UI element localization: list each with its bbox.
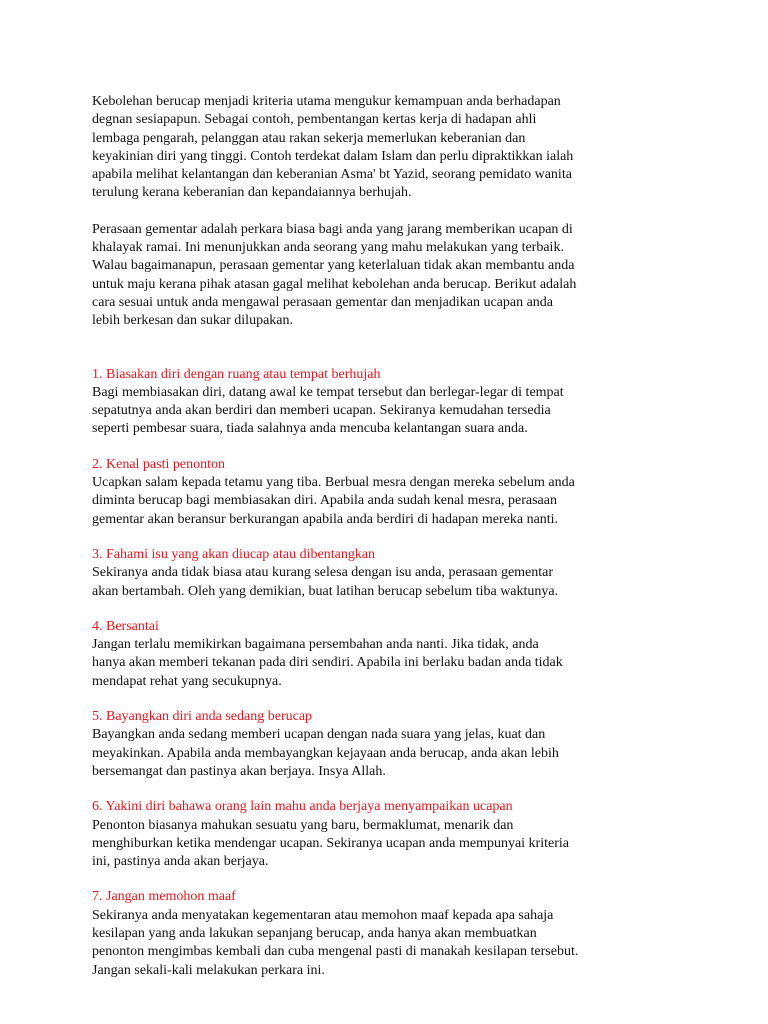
tip-body: Ucapkan salam kepada tetamu yang tiba. Berbual mesra dengan mereka sebelum anda diminta berucap bagi membiasakan diri. Apabila anda sudah kenal mesra, perasaan gementar akan beransur berkurangan apabila anda berdiri di hadapan mereka nanti. — [92, 475, 575, 527]
tip-heading: 4. Bersantai — [92, 618, 159, 634]
tip-heading: 3. Fahami isu yang akan diucap atau dibentangkan — [92, 546, 376, 562]
tip-section-3 — [92, 546, 682, 601]
tip-body: Bayangkan anda sedang memberi ucapan dengan nada suara yang jelas, kuat dan meyakinkan. Apabila anda membayangkan kejayaan anda berucap, anda akan lebih bersemangat dan pastinya akan berjaya. Insya Allah. — [92, 727, 559, 779]
tip-heading: 7. Jangan memohon maaf — [92, 889, 236, 905]
tip-body: Jangan terlalu memikirkan bagaimana persembahan anda nanti. Jika tidak, anda hanya akan memberi tekanan pada diri sendiri. Apabila ini berlaku badan anda tidak mendapat rehat yang secukupnya. — [92, 637, 563, 689]
tip-heading: 6. Yakini diri bahawa orang lain mahu anda berjaya menyampaikan ucapan — [92, 799, 513, 815]
tip-section-1 — [92, 366, 682, 439]
tip-body: Penonton biasanya mahukan sesuatu yang baru, bermaklumat, menarik dan menghiburkan ketika mendengar ucapan. Sekiranya ucapan anda mempunyai kriteria ini, pastinya anda akan berjaya. — [92, 817, 569, 870]
tip-section-4 — [92, 618, 682, 691]
document-page — [92, 93, 682, 980]
tips-list — [92, 366, 682, 980]
intro-paragraph-1: Kebolehan berucap menjadi kriteria utama mengukur kemampuan anda berhadapan degnan sesiapapun. Sebagai contoh, pembentangan kertas kerja di hadapan ahli lembaga pengarah, pelanggan atau rakan sekerja memerlukan keberanian dan keyakinian diri yang tinggi. Contoh terdekat dalam Islam dan perlu dipraktikkan ialah apabila melihat kelantangan dan keberanian Asma' bt Yazid, seorang pemidato wanita terulung kerana keberanian dan kepandaiannya berhujah. — [92, 94, 574, 201]
tip-heading: 1. Biasakan diri dengan ruang atau tempat berhujah — [92, 366, 381, 382]
tip-section-6 — [92, 798, 682, 871]
tip-section-2 — [92, 456, 682, 529]
tip-body: Sekiranya anda menyatakan kegementaran atau memohon maaf kepada apa sahaja kesilapan yang anda lakukan sepanjang berucap, anda hanya akan membuatkan penonton mengimbas kembali dan cuba mengenal pasti di manakah kesilapan tersebut. Jangan sekali-kali melakukan perkara ini. — [92, 907, 579, 978]
intro-paragraph-2: Perasaan gementar adalah perkara biasa bagi anda yang jarang memberikan ucapan di khalayak ramai. Ini menunjukkan anda seorang yang mahu melakukan yang terbaik. Walau bagaimanapun, perasaan gementar yang keterlaluan tidak akan membantu anda untuk maju kerana pihak atasan gagal melihat kebolehan anda berucap. Berikut adalah cara sesuai untuk anda mengawal perasaan gementar dan menjadikan ucapan anda lebih berkesan dan sukar dilupakan. — [92, 221, 577, 329]
tip-heading: 5. Bayangkan diri anda sedang berucap — [92, 709, 313, 725]
tip-body: Sekiranya anda tidak biasa atau kurang selesa dengan isu anda, perasaan gementar akan bertambah. Oleh yang demikian, buat latihan berucap sebelum tiba waktunya. — [92, 565, 559, 599]
tip-body: Bagi membiasakan diri, datang awal ke tempat tersebut dan berlegar-legar di tempat sepatutnya anda akan berdiri dan memberi ucapan. Sekiranya kemudahan tersedia seperti pembesar suara, tiada salahnya anda mencuba kelantangan suara anda. — [92, 384, 564, 437]
tip-section-5 — [92, 708, 682, 781]
tip-section-7 — [92, 888, 682, 979]
tip-heading: 2. Kenal pasti penonton — [92, 456, 225, 472]
